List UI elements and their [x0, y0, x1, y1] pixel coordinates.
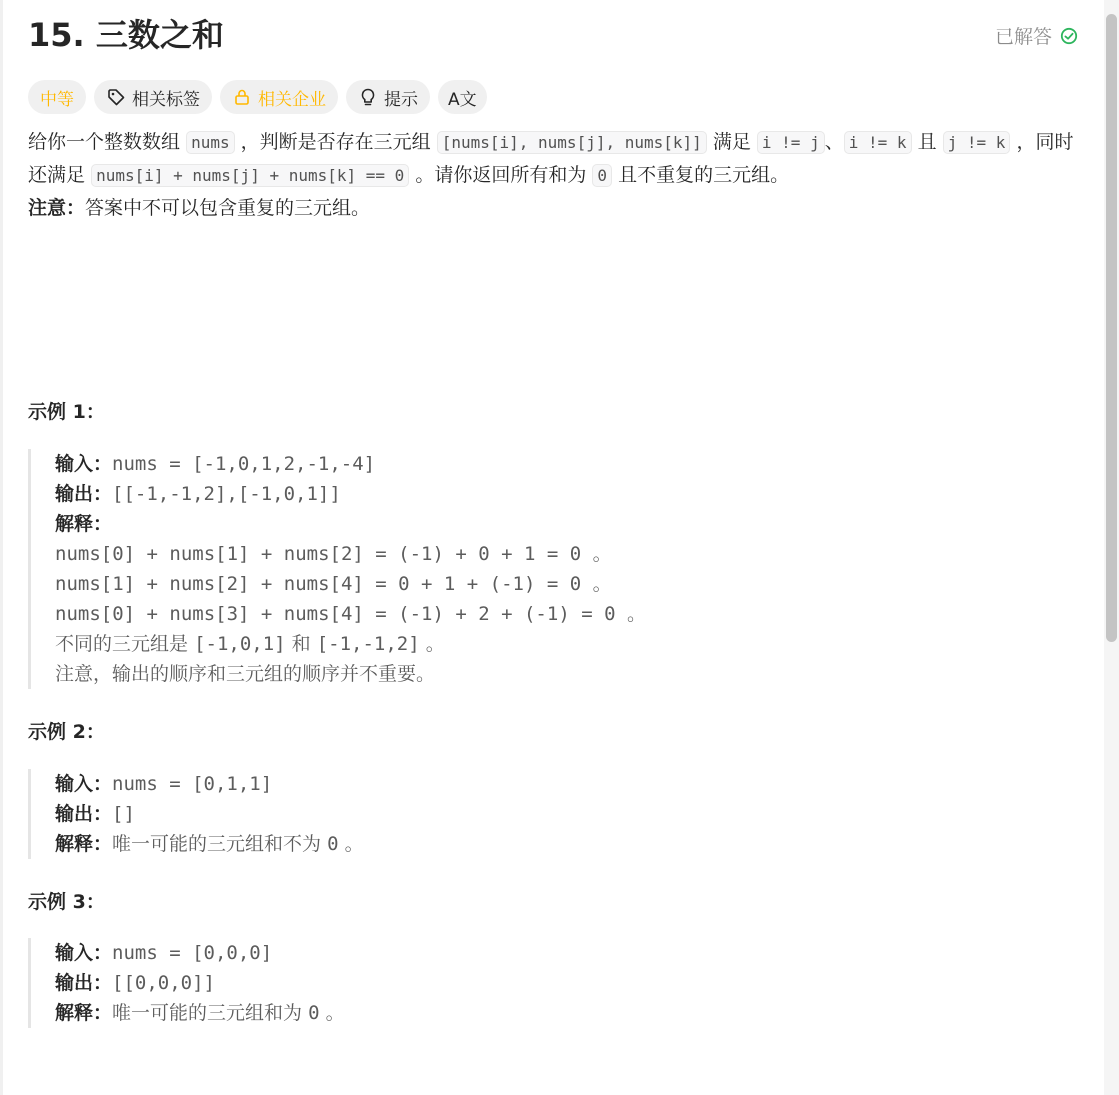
distinct-text: 和 [291, 633, 311, 655]
translate-button[interactable] [438, 80, 487, 114]
inline-code: nums[i] + nums[j] + nums[k] == 0 [91, 164, 409, 187]
distinct-code: [-1,-1,2] [316, 633, 420, 655]
vertical-scrollbar[interactable] [1104, 0, 1119, 1095]
example-2-output [55, 799, 1055, 829]
output-label: 输出： [55, 972, 113, 994]
example-2-explain [55, 829, 1055, 859]
inline-code: 0 [592, 164, 612, 187]
input-label: 输入： [55, 773, 113, 795]
scrollbar-thumb[interactable] [1106, 14, 1117, 642]
statement-text: 。请你返回所有和为 [415, 164, 587, 186]
solved-status [995, 22, 1078, 49]
input-label: 输入： [55, 453, 113, 475]
related-tags-label: 相关标签 [132, 89, 200, 110]
note-text: 答案中不可以包含重复的三元组。 [85, 197, 371, 219]
inline-code: j != k [943, 131, 1011, 154]
example-2-block [28, 769, 1055, 859]
statement-paragraph [28, 126, 1088, 192]
explain-label: 解释： [55, 513, 113, 535]
explain-code: 0 [327, 833, 339, 855]
input-value: nums = [0,1,1] [112, 773, 273, 795]
distinct-text: 。 [425, 633, 445, 655]
example-1-distinct [55, 629, 1055, 659]
statement-text: ，判断是否存在三元组 [240, 131, 431, 153]
translate-icon: A文 [448, 89, 477, 110]
problem-description-panel [28, 12, 1088, 224]
statement-text: ，同时还满足 [28, 131, 1074, 186]
example-1-explain-line-3: nums[0] + nums[3] + nums[4] = (-1) + 2 + (-1) = 0 。 [55, 603, 646, 625]
related-companies-label: 相关企业 [258, 89, 326, 110]
solved-status-text: 已解答 [994, 26, 1052, 48]
example-3-output [55, 968, 1055, 998]
explain-text: 唯一可能的三元组和不为 [112, 833, 322, 855]
hint-label: 提示 [384, 89, 418, 110]
tag-icon [106, 87, 126, 107]
check-circle-icon [1060, 27, 1078, 45]
example-1-input [55, 449, 1055, 479]
output-value: [[-1,-1,2],[-1,0,1]] [112, 483, 341, 505]
example-1-block [28, 449, 1055, 689]
related-tags-button[interactable] [94, 80, 212, 114]
problem-title[interactable]: 15. 三数之和 [28, 16, 224, 54]
input-label: 输入： [55, 942, 113, 964]
explain-text: 。 [344, 833, 364, 855]
statement-text: 且 [917, 131, 937, 153]
output-label: 输出： [55, 483, 113, 505]
explain-label: 解释： [55, 833, 113, 855]
lock-icon [232, 87, 252, 107]
hint-button[interactable] [346, 80, 430, 114]
example-1-explain-line-2: nums[1] + nums[2] + nums[4] = 0 + 1 + (-1) = 0 。 [55, 573, 612, 595]
statement-text: 给你一个整数数组 [28, 131, 181, 153]
example-1-explain [55, 509, 1055, 539]
example-1-output [55, 479, 1055, 509]
output-value: [] [112, 803, 135, 825]
panel-left-border [0, 0, 3, 1095]
statement-text: 满足 [712, 131, 751, 153]
distinct-code: [-1,0,1] [194, 633, 286, 655]
difficulty-badge: 中等 [28, 80, 86, 114]
statement-text: 、 [824, 131, 844, 153]
input-value: nums = [-1,0,1,2,-1,-4] [112, 453, 376, 475]
output-value: [[0,0,0]] [112, 972, 215, 994]
explain-text: 。 [325, 1002, 345, 1024]
example-1-explain-line-1: nums[0] + nums[1] + nums[2] = (-1) + 0 + 1 = 0 。 [55, 543, 612, 565]
inline-code: [nums[i], nums[j], nums[k]] [437, 131, 707, 154]
example-2-title: 示例 2： [28, 721, 105, 743]
problem-header [28, 12, 1088, 62]
example-3-block [28, 938, 1055, 1028]
example-1-title: 示例 1： [28, 401, 105, 423]
lightbulb-icon [358, 87, 378, 107]
note-label: 注意： [28, 197, 86, 219]
example-2-input [55, 769, 1055, 799]
example-3-input [55, 938, 1055, 968]
inline-code: i != j [757, 131, 825, 154]
explain-label: 解释： [55, 1002, 113, 1024]
example-3-explain [55, 998, 1055, 1028]
example-3-title: 示例 3： [28, 891, 105, 913]
related-companies-button[interactable] [220, 80, 338, 114]
problem-statement [28, 126, 1088, 224]
explain-text: 唯一可能的三元组和为 [112, 1002, 303, 1024]
inline-code: nums [186, 131, 235, 154]
statement-text: 且不重复的三元组。 [618, 164, 790, 186]
problem-tags [28, 80, 1088, 114]
distinct-text: 不同的三元组是 [55, 633, 189, 655]
explain-code: 0 [308, 1002, 320, 1024]
output-label: 输出： [55, 803, 113, 825]
example-1-order-note: 注意，输出的顺序和三元组的顺序并不重要。 [55, 663, 436, 685]
input-value: nums = [0,0,0] [112, 942, 273, 964]
inline-code: i != k [844, 131, 912, 154]
note-paragraph [28, 192, 1088, 224]
